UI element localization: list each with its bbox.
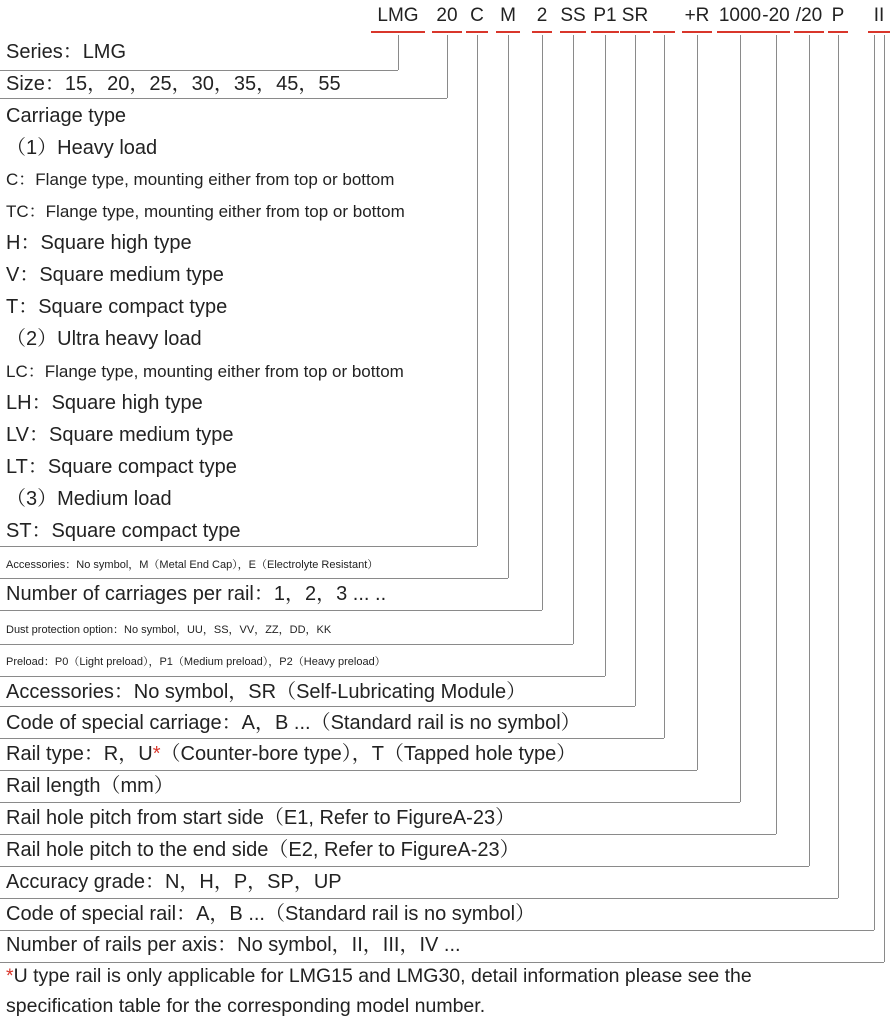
row-label: C：Flange type, mounting either from top or bottom bbox=[6, 170, 395, 189]
row-label: Series：LMG bbox=[6, 41, 127, 63]
row-label: Number of carriages per rail：1，2，3 ... .. bbox=[6, 583, 387, 605]
code-segment-underline bbox=[496, 31, 520, 33]
row-lubrication-accessories bbox=[6, 680, 526, 704]
row-label: （3）Medium load bbox=[6, 488, 172, 510]
row-start-pitch bbox=[6, 806, 515, 830]
row-label: Carriage type bbox=[6, 105, 127, 127]
code-segment: SR bbox=[621, 5, 649, 26]
code-segment: LMG bbox=[377, 5, 419, 26]
code-segment: /20 bbox=[795, 5, 823, 26]
footnote-text: U type rail is only applicable for LMG15 and LMG30, detail information please see the bbox=[13, 965, 752, 987]
connector-horizontal bbox=[0, 770, 697, 771]
connector-horizontal bbox=[0, 70, 398, 71]
code-segment-underline bbox=[828, 31, 848, 33]
row-label: Preload：P0（Light preload），P1（Medium preload），P2（Heavy preload） bbox=[6, 656, 386, 668]
row-end-cap-accessories bbox=[6, 557, 378, 573]
code-segment-underline bbox=[432, 31, 462, 33]
code-segment-underline bbox=[620, 31, 650, 33]
row-label: Accuracy grade：N，H，P，SP，UP bbox=[6, 871, 342, 893]
row-label: LV：Square medium type bbox=[6, 424, 234, 446]
code-segment-underline bbox=[794, 31, 824, 33]
row-carriages-per-rail bbox=[6, 582, 386, 606]
row-type-tc bbox=[6, 201, 405, 223]
row-label: Accessories：No symbol，SR（Self-Lubricating Module） bbox=[6, 681, 527, 703]
row-carriage-type bbox=[6, 104, 126, 128]
connector-vertical bbox=[605, 35, 606, 676]
row-type-h bbox=[6, 231, 192, 255]
row-label: Rail hole pitch to the end side（E2, Refer to FigureA-23） bbox=[6, 839, 520, 861]
code-segment-underline bbox=[762, 31, 790, 33]
row-type-lt bbox=[6, 455, 237, 479]
code-segment: 2 bbox=[536, 5, 548, 26]
code-segment: P1 bbox=[593, 5, 617, 26]
footnote-line-2: specification table for the corresponding model number. bbox=[6, 995, 486, 1017]
code-segment: C bbox=[470, 5, 484, 26]
row-label: Code of special carriage：A，B ...（Standard rail is no symbol） bbox=[6, 712, 581, 734]
row-rail-length bbox=[6, 774, 174, 798]
code-segment: M bbox=[500, 5, 516, 26]
code-segment: P bbox=[831, 5, 845, 26]
row-size bbox=[6, 72, 341, 96]
row-rails-per-axis bbox=[6, 933, 461, 957]
connector-horizontal bbox=[0, 706, 635, 707]
connector-vertical bbox=[884, 35, 885, 962]
row-type-lh bbox=[6, 391, 203, 415]
row-rail-type bbox=[6, 742, 576, 766]
row-label: LH：Square high type bbox=[6, 392, 203, 414]
connector-horizontal bbox=[0, 930, 874, 931]
row-label: LC：Flange type, mounting either from top or bottom bbox=[6, 362, 404, 381]
code-segment-underline bbox=[532, 31, 552, 33]
row-label: Accessories：No symbol，M（Metal End Cap），E（Electrolyte Resistant） bbox=[6, 559, 379, 571]
footnote-asterisk: * bbox=[6, 965, 14, 987]
footnote-line-1 bbox=[6, 963, 752, 989]
connector-horizontal bbox=[0, 644, 573, 645]
connector-vertical bbox=[635, 35, 636, 706]
row-label: LT：Square compact type bbox=[6, 456, 237, 478]
connector-vertical bbox=[477, 35, 478, 546]
connector-vertical bbox=[447, 35, 448, 98]
row-label: （1）Heavy load bbox=[6, 137, 158, 159]
connector-horizontal bbox=[0, 546, 477, 547]
connector-vertical bbox=[809, 35, 810, 866]
connector-horizontal bbox=[0, 802, 740, 803]
code-segment: +R bbox=[684, 5, 710, 26]
code-segment-underline bbox=[868, 31, 890, 33]
row-heavy-load bbox=[6, 136, 157, 160]
connector-horizontal bbox=[0, 834, 776, 835]
connector-vertical bbox=[664, 35, 665, 738]
row-label: Rail length（mm） bbox=[6, 775, 174, 797]
connector-vertical bbox=[874, 35, 875, 930]
row-special-carriage bbox=[6, 711, 581, 735]
connector-vertical bbox=[542, 35, 543, 610]
row-type-st bbox=[6, 519, 241, 543]
connector-vertical bbox=[776, 35, 777, 834]
row-label: Size：15，20，25，30，35，45，55 bbox=[6, 73, 341, 95]
row-type-t bbox=[6, 295, 227, 319]
row-type-v bbox=[6, 263, 224, 287]
row-label: Dust protection option：No symbol，UU，SS，VV，ZZ，DD，KK bbox=[6, 624, 332, 636]
code-segment: 1000 bbox=[718, 5, 762, 26]
connector-horizontal bbox=[0, 610, 542, 611]
row-medium-load bbox=[6, 487, 172, 511]
connector-horizontal bbox=[0, 676, 605, 677]
row-type-lv bbox=[6, 423, 234, 447]
code-segment-underline bbox=[682, 31, 712, 33]
row-label: Rail hole pitch from start side（E1, Refer to FigureA-23） bbox=[6, 807, 516, 829]
row-label: TC：Flange type, mounting either from top or bottom bbox=[6, 202, 405, 221]
code-segment: SS bbox=[560, 5, 586, 26]
code-segment: 20 bbox=[436, 5, 458, 26]
row-label: Code of special rail：A，B ...（Standard rail is no symbol） bbox=[6, 903, 536, 925]
row-dust-protection bbox=[6, 622, 331, 638]
code-segment-underline bbox=[591, 31, 619, 33]
code-segment-underline bbox=[466, 31, 488, 33]
row-end-pitch bbox=[6, 838, 520, 862]
row-label: V：Square medium type bbox=[6, 264, 224, 286]
connector-horizontal bbox=[0, 898, 838, 899]
row-type-lc bbox=[6, 361, 404, 383]
connector-vertical bbox=[398, 35, 399, 70]
code-segment-underline bbox=[560, 31, 586, 33]
connector-vertical bbox=[573, 35, 574, 644]
row-label: Rail type：R，U bbox=[6, 743, 153, 765]
row-label-continued: （Counter-bore type），T（Tapped hole type） bbox=[160, 743, 577, 765]
code-segment-underline bbox=[653, 31, 675, 33]
row-label: ST：Square compact type bbox=[6, 520, 241, 542]
row-ultra-heavy-load bbox=[6, 327, 202, 351]
connector-horizontal bbox=[0, 98, 447, 99]
row-label: T：Square compact type bbox=[6, 296, 228, 318]
connector-vertical bbox=[508, 35, 509, 578]
row-label: H：Square high type bbox=[6, 232, 192, 254]
connector-vertical bbox=[697, 35, 698, 770]
row-label: Number of rails per axis：No symbol，II，III，IV ... bbox=[6, 934, 461, 956]
row-accuracy-grade bbox=[6, 870, 342, 894]
connector-vertical bbox=[740, 35, 741, 802]
footnote-asterisk: * bbox=[152, 743, 161, 765]
row-series bbox=[6, 40, 126, 64]
row-type-c bbox=[6, 169, 394, 191]
code-segment-underline bbox=[717, 31, 763, 33]
code-segment: -20 bbox=[762, 5, 790, 26]
row-preload bbox=[6, 654, 386, 670]
connector-horizontal bbox=[0, 738, 664, 739]
connector-vertical bbox=[838, 35, 839, 898]
row-special-rail bbox=[6, 902, 535, 926]
connector-horizontal bbox=[0, 578, 508, 579]
code-segment: II bbox=[873, 5, 885, 26]
connector-horizontal bbox=[0, 866, 809, 867]
code-segment-underline bbox=[371, 31, 425, 33]
row-label: （2）Ultra heavy load bbox=[6, 328, 202, 350]
